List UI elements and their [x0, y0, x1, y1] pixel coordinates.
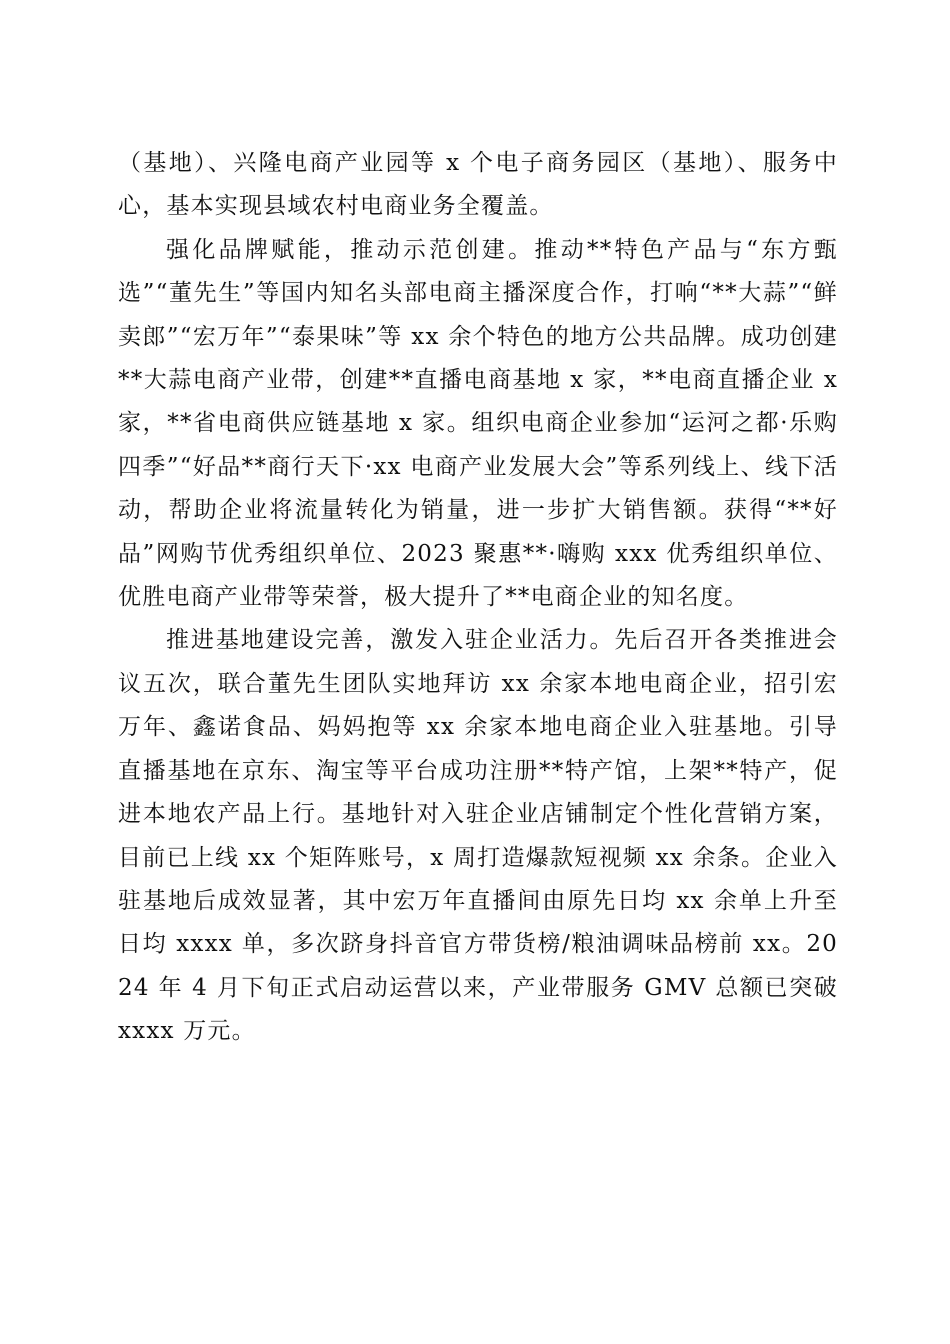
paragraph-continuation: （基地）、兴隆电商产业园等 x 个电子商务园区（基地）、服务中心，基本实现县域农村电商业务全覆盖。	[118, 150, 838, 220]
document-body	[118, 142, 847, 1054]
paragraph-base-construction: 推进基地建设完善，激发入驻企业活力。先后召开各类推进会议五次，联合董先生团队实地拜访 xx 余家本地电商企业，招引宏万年、鑫诺食品、妈妈抱等 xx 余家本地电商企业入驻基地。引导直播基地在京东、淘宝等平台成功注册**特产馆，上架**特产，促进本地农产品上行。基地针对入驻企业店铺制定个性化营销方案，目前已上线 xx 个矩阵账号，x 周打造爆款短视频 xx 余条。企业入驻基地后成效显著，其中宏万年直播间由原先日均 xx 余单上升至日均 xxxx 单，多次跻身抖音官方带货榜/粮油调味品榜前 xx。2024 年 4 月下旬正式启动运营以来，产业带服务 GMV 总额已突破 xxxx 万元。	[118, 627, 847, 1045]
paragraph-brand-empowerment: 强化品牌赋能，推动示范创建。推动**特色产品与“东方甄选”“董先生”等国内知名头部电商主播深度合作，打响“**大蒜”“鲜卖郎”“宏万年”“泰果味”等 xx 余个特色的地方公共品牌。成功创建**大蒜电商产业带，创建**直播电商基地 x 家，**电商直播企业 x 家，**省电商供应链基地 x 家。组织电商企业参加“运河之都·乐购四季”“好品**商行天下·xx 电商产业发展大会”等系列线上、线下活动，帮助企业将流量转化为销量，进一步扩大销售额。获得“**好品”网购节优秀组织单位、2023 聚惠**·嗨购 xxx 优秀组织单位、优胜电商产业带等荣誉，极大提升了**电商企业的知名度。	[118, 236, 847, 611]
